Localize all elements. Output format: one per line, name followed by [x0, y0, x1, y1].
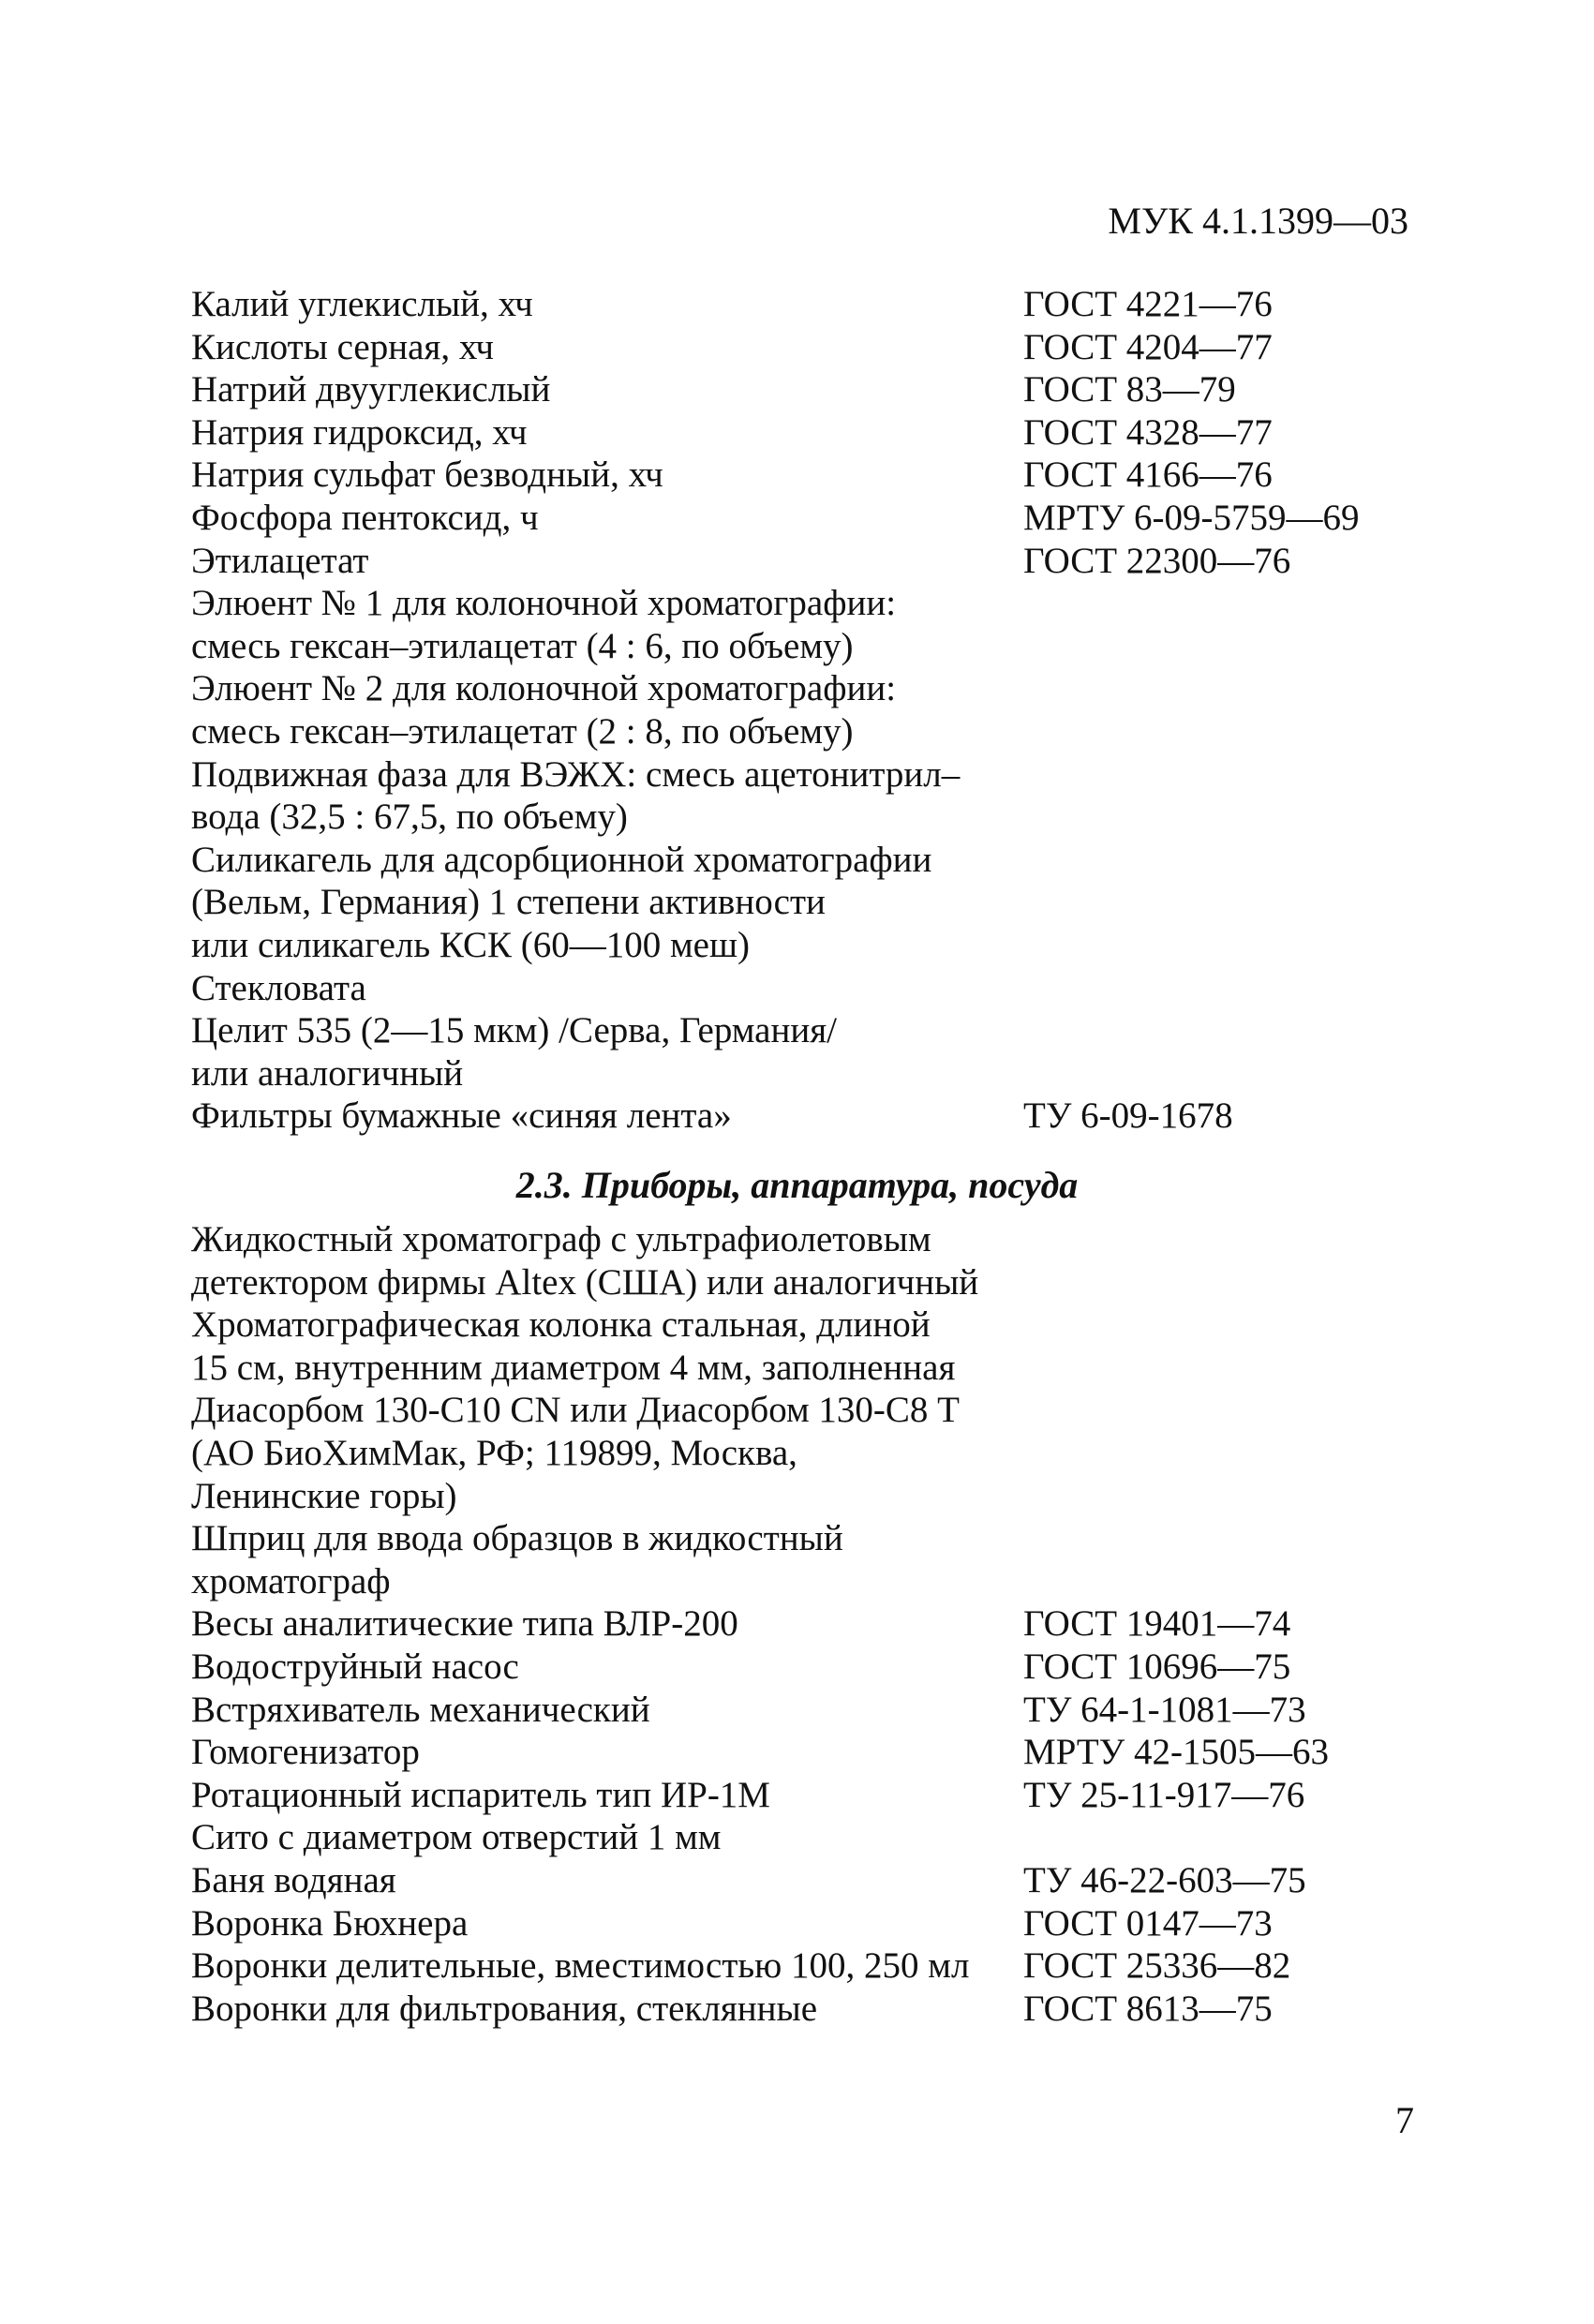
item-standard: МРТУ 6-09-5759—69	[1023, 497, 1360, 538]
list-item	[0, 1859, 1594, 1902]
list-item	[0, 1517, 1594, 1560]
item-name: Элюент № 2 для колоночной хроматографии:	[191, 668, 897, 709]
equipment-list	[0, 1218, 1594, 2030]
list-item	[0, 1902, 1594, 1945]
list-item	[0, 1347, 1594, 1390]
list-item	[0, 1304, 1594, 1347]
item-standard: ГОСТ 4328—77	[1023, 411, 1273, 453]
item-name: Фосфора пентоксид, ч	[191, 497, 539, 538]
item-name: Натрий двууглекислый	[191, 369, 551, 410]
item-standard: ГОСТ 83—79	[1023, 369, 1236, 410]
item-name: Воронки делительные, вместимостью 100, 250 мл	[191, 1945, 970, 1987]
list-item	[0, 1774, 1594, 1817]
item-standard: ТУ 25-11-917—76	[1023, 1774, 1305, 1815]
list-item	[0, 1816, 1594, 1859]
item-name: Стекловата	[191, 967, 366, 1008]
item-name: хроматограф	[191, 1560, 391, 1601]
list-item	[0, 967, 1594, 1010]
item-name: Баня водяная	[191, 1859, 396, 1900]
list-item	[0, 540, 1594, 583]
item-name: Диасорбом 130-С10 CN или Диасорбом 130-С8 Т	[191, 1390, 960, 1431]
item-name: Натрия сульфат безводный, хч	[191, 454, 663, 496]
item-name: Сито с диаметром отверстий 1 мм	[191, 1817, 722, 1858]
list-item	[0, 1261, 1594, 1304]
item-name: Кислоты серная, хч	[191, 326, 495, 367]
item-name: Жидкостный хроматограф с ультрафиолетовым	[191, 1219, 931, 1259]
item-name: Силикагель для адсорбционной хроматографии	[191, 839, 932, 880]
list-item	[0, 368, 1594, 411]
list-item	[0, 839, 1594, 882]
item-standard: ГОСТ 22300—76	[1023, 540, 1291, 581]
item-name: Шприц для ввода образцов в жидкостный	[191, 1518, 843, 1559]
list-item	[0, 582, 1594, 625]
item-standard: ГОСТ 0147—73	[1023, 1902, 1273, 1944]
list-item	[0, 1009, 1594, 1052]
item-name: Этилацетат	[191, 540, 369, 581]
item-standard: ГОСТ 25336—82	[1023, 1945, 1291, 1987]
reagents-list	[0, 283, 1594, 1138]
list-item	[0, 1218, 1594, 1261]
item-standard: ТУ 46-22-603—75	[1023, 1859, 1306, 1900]
list-item	[0, 1095, 1594, 1138]
list-item	[0, 881, 1594, 924]
list-item	[0, 1602, 1594, 1646]
list-item	[0, 1389, 1594, 1432]
item-name: (Вельм, Германия) 1 степени активности	[191, 882, 826, 923]
list-item	[0, 1988, 1594, 2031]
item-standard: ГОСТ 4221—76	[1023, 284, 1273, 324]
list-item	[0, 454, 1594, 497]
list-item	[0, 924, 1594, 967]
item-name: Калий углекислый, хч	[191, 284, 533, 324]
item-name: или силикагель КСК (60—100 меш)	[191, 924, 750, 965]
item-name: Элюент № 1 для колоночной хроматографии:	[191, 583, 897, 624]
item-standard: ГОСТ 10696—75	[1023, 1646, 1291, 1687]
list-item	[0, 1475, 1594, 1518]
list-item	[0, 1432, 1594, 1475]
item-name: Натрия гидроксид, хч	[191, 411, 528, 453]
list-item	[0, 625, 1594, 668]
list-item	[0, 1646, 1594, 1689]
list-item	[0, 753, 1594, 797]
list-item	[0, 667, 1594, 710]
item-standard: ТУ 64-1-1081—73	[1023, 1689, 1306, 1730]
item-name: смесь гексан–этилацетат (4 : 6, по объему)	[191, 625, 854, 666]
item-name: (АО БиоХимМак, РФ; 119899, Москва,	[191, 1432, 797, 1473]
item-standard: ГОСТ 4166—76	[1023, 454, 1273, 496]
item-name: Весы аналитические типа ВЛР-200	[191, 1603, 738, 1645]
item-name: Ротационный испаритель тип ИР-1М	[191, 1774, 770, 1815]
item-name: смесь гексан–этилацетат (2 : 8, по объему)	[191, 710, 854, 752]
item-name: Воронки для фильтрования, стеклянные	[191, 1988, 818, 2029]
item-name: Гомогенизатор	[191, 1732, 420, 1773]
item-name: Воронка Бюхнера	[191, 1902, 469, 1944]
item-name: Водоструйный насос	[191, 1646, 519, 1687]
list-item	[0, 411, 1594, 454]
list-item	[0, 283, 1594, 326]
item-standard: ГОСТ 19401—74	[1023, 1603, 1291, 1645]
item-name: детектором фирмы Altex (США) или аналогичный	[191, 1261, 979, 1303]
item-name: 15 см, внутренним диаметром 4 мм, заполненная	[191, 1347, 956, 1388]
item-name: Встряхиватель механический	[191, 1689, 650, 1730]
list-item	[0, 1052, 1594, 1095]
list-item	[0, 326, 1594, 369]
list-item	[0, 497, 1594, 540]
list-item	[0, 710, 1594, 753]
item-standard: ТУ 6-09-1678	[1023, 1095, 1233, 1137]
item-name: Подвижная фаза для ВЭЖХ: смесь ацетонитрил–	[191, 753, 961, 795]
item-name: Ленинские горы)	[191, 1475, 457, 1516]
item-name: Целит 535 (2—15 мкм) /Серва, Германия/	[191, 1010, 838, 1051]
list-item	[0, 1689, 1594, 1732]
document-code: МУК 4.1.1399—03	[1108, 200, 1408, 242]
page-number: 7	[1395, 2099, 1414, 2141]
item-name: вода (32,5 : 67,5, по объему)	[191, 797, 628, 838]
item-name: Фильтры бумажные «синяя лента»	[191, 1095, 732, 1137]
item-standard: ГОСТ 4204—77	[1023, 326, 1273, 367]
section-title: 2.3. Приборы, аппаратура, посуда	[515, 1164, 1079, 1206]
list-item	[0, 1944, 1594, 1988]
item-standard: ГОСТ 8613—75	[1023, 1988, 1273, 2029]
list-item	[0, 1731, 1594, 1774]
item-name: или аналогичный	[191, 1052, 464, 1094]
list-item	[0, 1560, 1594, 1603]
item-standard: МРТУ 42-1505—63	[1023, 1732, 1330, 1773]
item-name: Хроматографическая колонка стальная, длиной	[191, 1304, 931, 1346]
list-item	[0, 796, 1594, 839]
